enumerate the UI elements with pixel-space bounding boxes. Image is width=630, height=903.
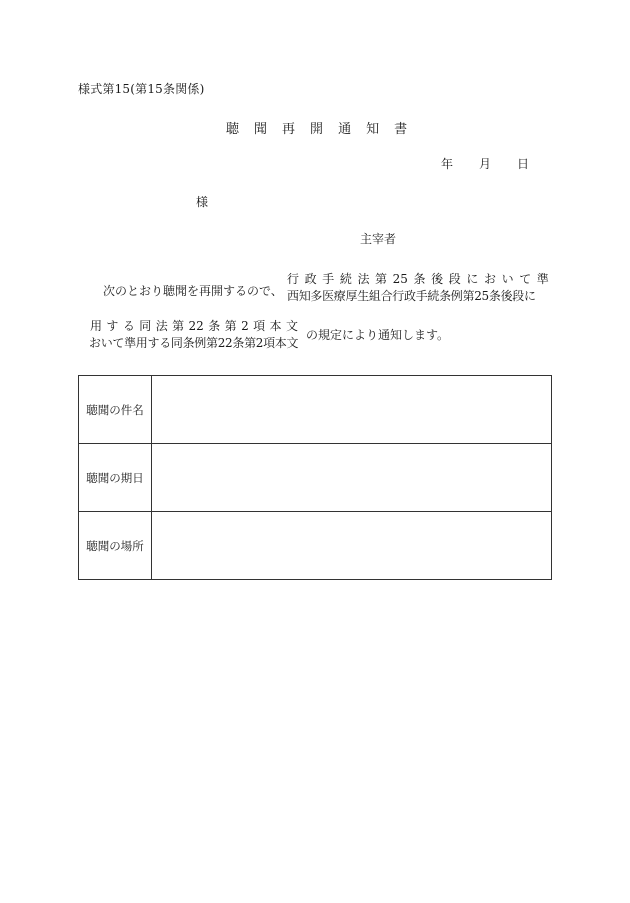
date-month: 月 [479,157,492,171]
law-line-1 [287,271,549,288]
law-line-2: 西知多医療厚生組合行政手続条例第25条後段に [287,289,536,303]
table-row [79,512,552,580]
apply-token: 文 [285,319,298,333]
apply-token: す [106,319,119,333]
law-token: 続 [339,272,352,286]
law-block [287,271,549,305]
apply-line-2: おいて準用する同条例第22条第2項本文 [89,336,299,350]
apply-token: 用 [90,319,103,333]
body-tail: の規定により通知します。 [306,328,450,342]
hearing-info-table [78,375,552,580]
row-label-subject: 聴聞の件名 [79,376,152,444]
row-label-place: 聴聞の場所 [79,512,152,580]
apply-token: 第 [172,319,185,333]
addressee-suffix: 様 [196,195,209,209]
title-char: 再 [282,122,296,137]
apply-token: 条 [208,319,221,333]
row-value-subject[interactable] [152,376,552,444]
document-title [226,118,422,137]
law-token: 条 [413,272,426,286]
date-line [441,155,529,172]
row-label-date: 聴聞の期日 [79,444,152,512]
law-token: て [519,272,532,286]
apply-token: 本 [269,319,282,333]
law-token: 後 [431,272,444,286]
title-char: 知 [366,122,380,137]
law-token: に [466,272,479,286]
row-value-date[interactable] [152,444,552,512]
table-row [79,444,552,512]
apply-line-1 [90,318,298,335]
body-lead: 次のとおり聴聞を再開するので、 [103,284,283,298]
table-row [79,376,552,444]
title-char: 聴 [226,122,240,137]
law-token: 法 [357,272,370,286]
title-char: 聞 [254,122,268,137]
law-token: 行 [287,272,300,286]
law-token: 25 [392,272,408,286]
title-char: 通 [338,122,352,137]
law-token: 段 [448,272,461,286]
apply-token: る [122,319,135,333]
title-char: 開 [310,122,324,137]
title-char: 書 [394,122,408,137]
apply-token: 22 [188,319,204,333]
law-token: 政 [304,272,317,286]
law-token: お [483,272,496,286]
apply-token: 同 [139,319,152,333]
host-label: 主宰者 [360,232,397,246]
apply-token: 法 [155,319,168,333]
form-number: 様式第15(第15条関係) [78,82,205,96]
date-year: 年 [441,157,454,171]
law-token: 第 [375,272,388,286]
apply-block [90,318,298,352]
apply-token: 第 [224,319,237,333]
row-value-place[interactable] [152,512,552,580]
apply-token: 2 [241,319,249,333]
law-token: い [501,272,514,286]
law-token: 準 [536,272,549,286]
law-token: 手 [322,272,335,286]
apply-token: 項 [253,319,266,333]
date-day: 日 [517,157,530,171]
